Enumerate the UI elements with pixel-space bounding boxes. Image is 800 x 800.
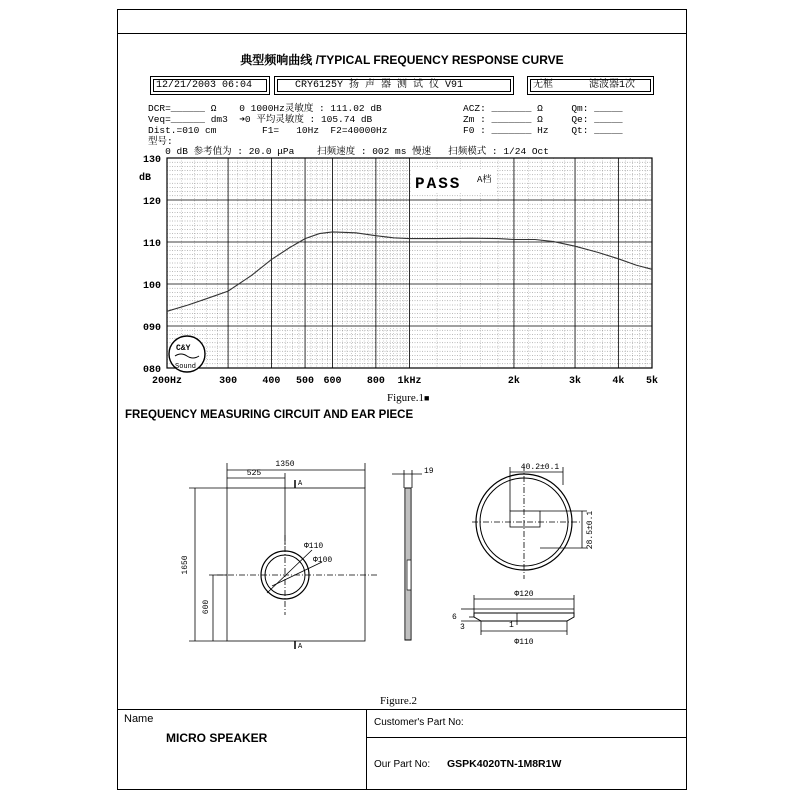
- dim-19: 19: [424, 467, 434, 476]
- x-tick-label: 1kHz: [397, 376, 422, 387]
- x-tick-label: 200Hz: [151, 376, 183, 387]
- x-tick-label: 4k: [612, 376, 625, 387]
- y-tick-label: 100: [142, 281, 161, 292]
- param-row-1: DCR=______ Ω 0 1000Hz灵敏度 : 111.02 dB: [148, 103, 382, 114]
- filter-text: 无框 滤波器1次: [533, 80, 636, 91]
- x-tick-label: 5k: [645, 376, 659, 387]
- section-heading: FREQUENCY MEASURING CIRCUIT AND EAR PIECE: [125, 409, 414, 421]
- frequency-response-chart: [117, 150, 687, 390]
- x-tick-label: 400: [262, 376, 281, 387]
- instrument-text: CRY6125Y 扬 声 器 测 试 仪 V91: [295, 80, 464, 91]
- y-tick-label: 110: [142, 239, 161, 250]
- dim-1650: 1650: [181, 555, 190, 575]
- our-part-label: Our Part No:: [374, 759, 431, 770]
- chart-title: 典型频响曲线 /TYPICAL FREQUENCY RESPONSE CURVE: [240, 53, 564, 67]
- dim-phi100: Φ100: [313, 556, 333, 565]
- dim-1: 1: [509, 621, 514, 630]
- figure1-caption: Figure.1■: [387, 392, 430, 404]
- figure2-caption: Figure.2: [380, 695, 417, 707]
- pass-stamp: [411, 170, 497, 193]
- pass-text: PASS: [415, 175, 462, 193]
- customer-part-label: Customer's Part No:: [374, 717, 464, 728]
- dim-3: 3: [460, 623, 465, 632]
- baffle-front-view: [227, 488, 365, 641]
- param-row-2: Veq=______ dm3 ➜0 平均灵敏度 : 105.74 dB: [148, 114, 373, 125]
- dim-600: 600: [202, 599, 211, 615]
- logo-letters: C&Y: [176, 344, 191, 353]
- dim-40-2: 40.2±0.1: [520, 463, 560, 472]
- ear-piece-drawing: [117, 445, 687, 695]
- dim-phi120: Φ120: [514, 590, 534, 599]
- logo-text: Sound: [175, 363, 197, 371]
- dim-6: 6: [452, 613, 457, 622]
- param-row-5: 0 dB 参考值为 : 20.0 μPa 扫频速度 : 002 ms 慢速 扫频模式 : 1/24 Oct: [148, 146, 549, 157]
- x-tick-label: 500: [296, 376, 315, 387]
- x-tick-labels: [152, 375, 658, 387]
- footer-divider: [366, 709, 367, 790]
- x-tick-label: 600: [323, 376, 342, 387]
- y-tick-label: 090: [142, 323, 161, 334]
- footer-top-rule: [117, 709, 687, 710]
- footer-row-rule: [366, 737, 687, 738]
- param-right-3: F0 : _______ Hz Qt: _____: [463, 125, 623, 136]
- datetime-box: [150, 76, 270, 95]
- pass-grade: A档: [477, 175, 492, 185]
- top-rule: [117, 33, 687, 34]
- name-label: Name: [124, 713, 154, 725]
- x-tick-label: 2k: [507, 376, 520, 387]
- dim-phi110-b: Φ110: [514, 638, 534, 647]
- param-right-1: ACZ: _______ Ω Qm: _____: [463, 103, 623, 114]
- param-right-2: Zm : _______ Ω Qe: _____: [463, 114, 623, 125]
- y-tick-label: 130: [142, 155, 161, 166]
- dim-1350: 1350: [275, 460, 295, 469]
- instrument-box: [274, 76, 514, 95]
- y-tick-label: 120: [142, 197, 161, 208]
- x-tick-label: 800: [366, 376, 385, 387]
- name-value: MICRO SPEAKER: [166, 731, 268, 745]
- x-tick-label: 300: [219, 376, 238, 387]
- y-tick-label: 080: [142, 365, 161, 376]
- ear-piece-side: [474, 613, 574, 621]
- x-tick-label: 3k: [569, 376, 582, 387]
- our-part-value: GSPK4020TN-1M8R1W: [447, 758, 562, 770]
- param-row-3: Dist.=010 cm F1= 10Hz F2=40000Hz: [148, 125, 388, 136]
- dim-525: 525: [246, 469, 262, 478]
- dim-phi110: Φ110: [304, 542, 324, 551]
- cy-sound-logo: [169, 336, 205, 372]
- param-row-4: 型号:: [148, 136, 173, 147]
- y-tick-labels: [143, 155, 161, 376]
- dim-28-5: 28.5±0.1: [586, 510, 595, 550]
- y-axis-unit: dB: [139, 173, 152, 184]
- datetime-text: 12/21/2003 06:04: [156, 80, 253, 91]
- section-a-top: A: [298, 480, 303, 488]
- filter-box: [527, 76, 654, 95]
- section-a-bottom: A: [298, 643, 303, 651]
